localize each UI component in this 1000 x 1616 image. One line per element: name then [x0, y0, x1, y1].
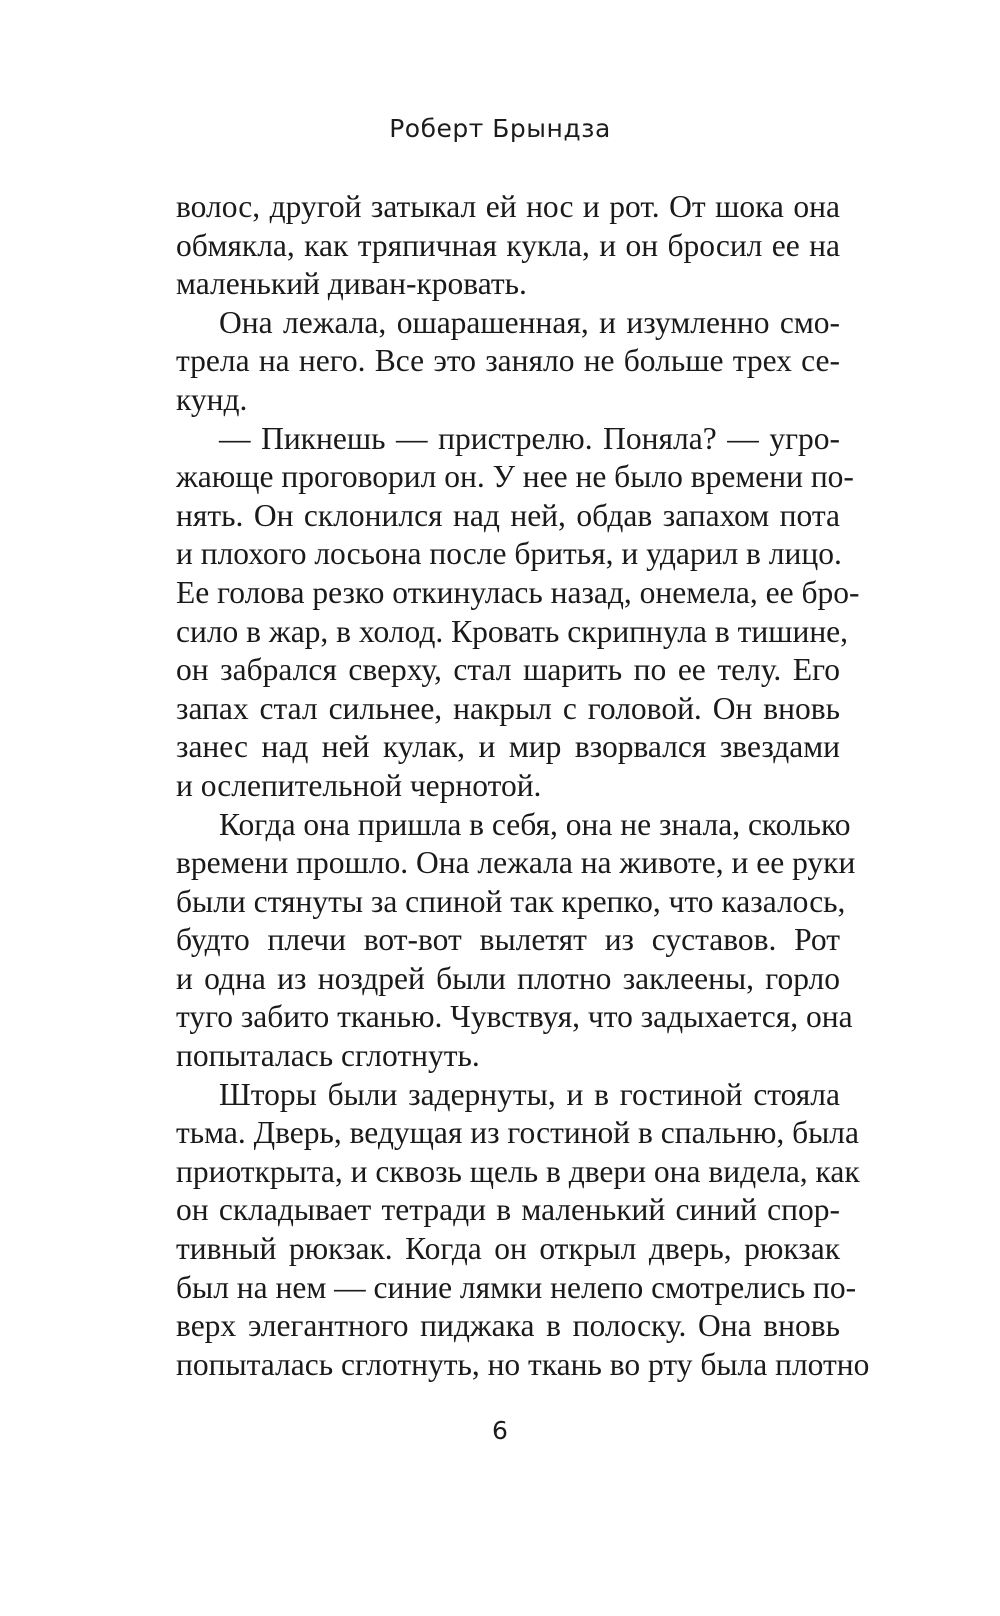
text-line: попыталась сглотнуть, но ткань во рту была плотно [176, 1346, 870, 1382]
text-line: сило в жар, в холод. Кровать скрипнула в тишине, [176, 613, 849, 649]
text-line: тивный рюкзак. Когда он открыл дверь, рюкзак [176, 1231, 840, 1267]
text-line: и плохого лосьона после бритья, и ударил в лицо. [176, 536, 842, 572]
text-line: маленький диван-кровать. [176, 266, 527, 302]
text-line: он забрался сверху, стал шарить по ее телу. Его [176, 652, 840, 688]
text-line: трела на него. Все это заняло не больше трех се- [176, 343, 840, 379]
text-line: и ослепительной чернотой. [176, 767, 542, 803]
text-line: занес над ней кулак, и мир взорвался звездами [176, 729, 840, 765]
text-line: волос, другой затыкал ей нос и рот. От шока она [176, 189, 840, 224]
text-line: Ее голова резко откинулась назад, онемела, ее бро- [176, 574, 860, 610]
text-line: он складывает тетради в маленький синий спор- [176, 1192, 840, 1228]
text-line: были стянуты за спиной так крепко, что казалось, [176, 883, 846, 919]
text-line: нять. Он склонился над ней, обдав запахом пота [176, 497, 840, 533]
text-line: Шторы были задернуты, и в гостиной стояла [219, 1076, 840, 1112]
text-line: запах стал сильнее, накрыл с головой. Он вновь [176, 690, 840, 726]
running-head-author: Роберт Брындза [389, 114, 611, 143]
text-line: кунд. [176, 381, 248, 417]
text-line: — Пикнешь — пристрелю. Поняла? — угро- [219, 420, 840, 456]
text-line: тьма. Дверь, ведущая из гостиной в спальню, была [176, 1115, 859, 1151]
text-line: и одна из ноздрей были плотно заклеены, горло [176, 960, 840, 996]
text-line: Когда она пришла в себя, она не знала, сколько [219, 806, 851, 842]
text-line: будто плечи вот-вот вылетят из суставов. Рот [176, 922, 840, 958]
text-line: жающе проговорил он. У нее не было времени по- [176, 459, 854, 495]
text-line: приоткрыта, и сквозь щель в двери она видела, как [176, 1153, 860, 1189]
text-line: туго забито тканью. Чувствуя, что задыхается, она [176, 999, 853, 1035]
text-line: попыталась сглотнуть. [176, 1038, 480, 1074]
text-line: верх элегантного пиджака в полоску. Она вновь [176, 1308, 840, 1344]
text-line: обмякла, как тряпичная кукла, и он бросил ее на [176, 227, 840, 263]
body-text [176, 188, 870, 1384]
text-line: Она лежала, ошарашенная, и изумленно смо- [219, 304, 840, 340]
text-line: был на нем — синие лямки нелепо смотрелись по- [176, 1269, 857, 1305]
text-line: времени прошло. Она лежала на животе, и ее руки [176, 845, 856, 881]
page-number: 6 [492, 1416, 508, 1445]
